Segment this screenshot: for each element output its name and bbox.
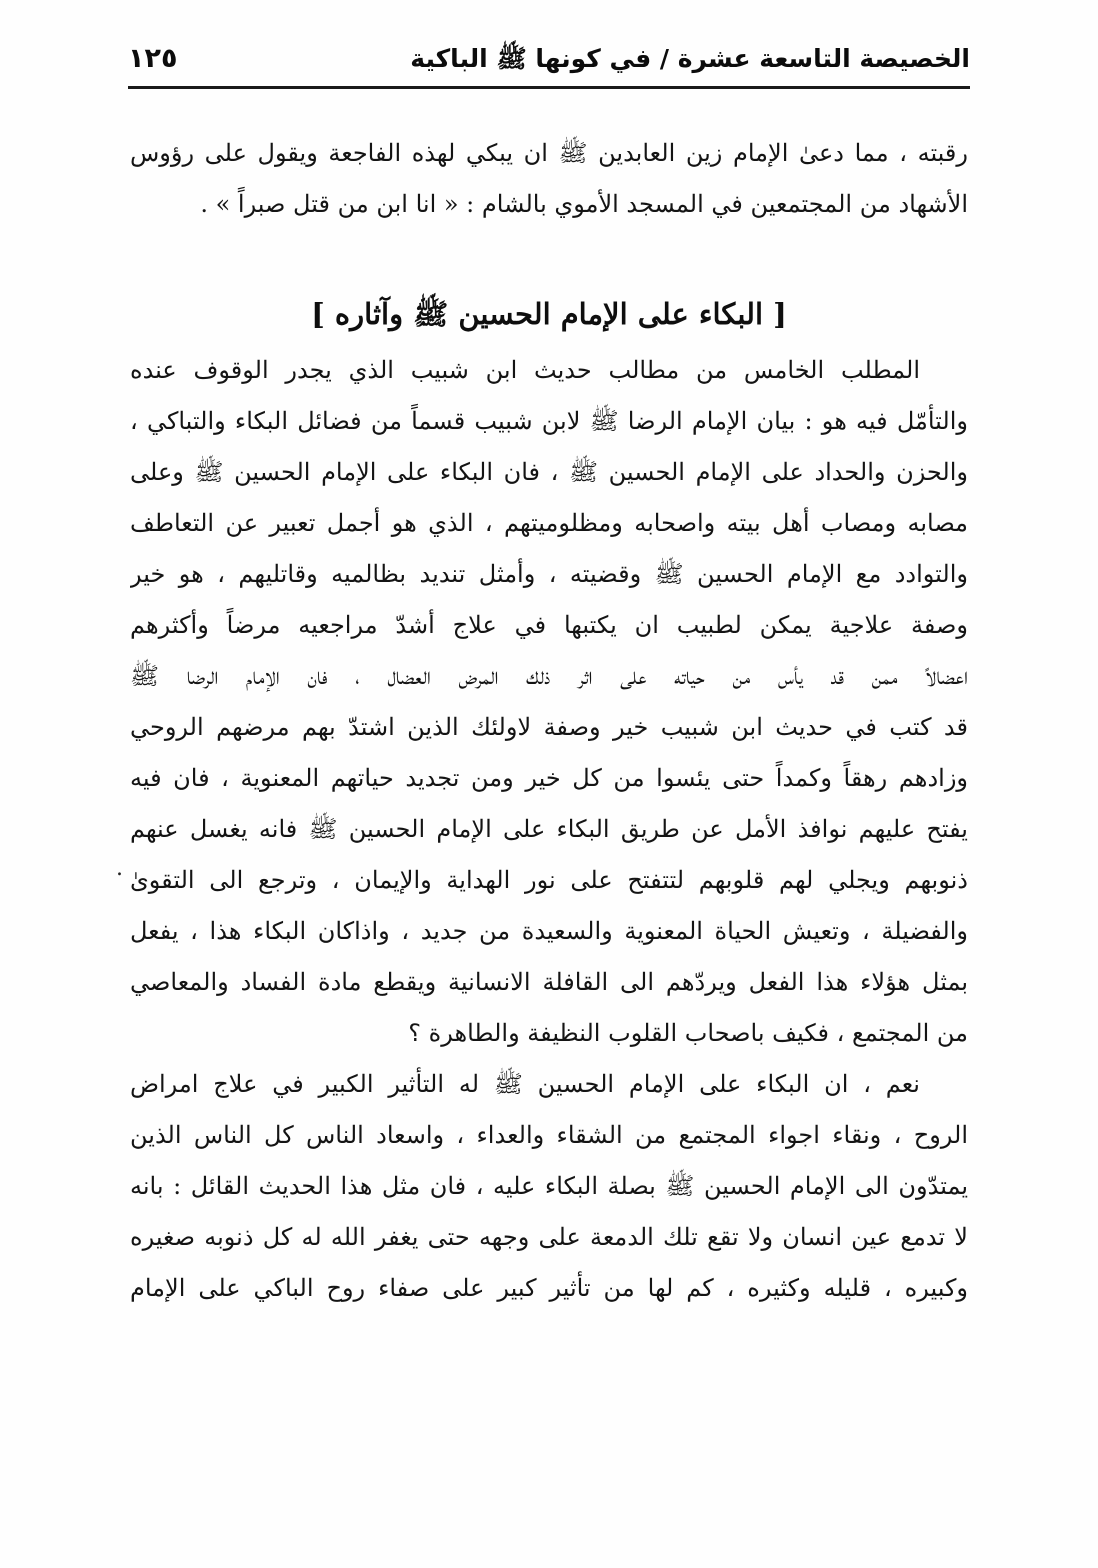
text-line: والحزن والحداد على الإمام الحسين ﷺ ، فان البكاء على الإمام الحسين ﷺ وعلى <box>130 458 968 486</box>
text-line: من المجتمع ، فكيف باصحاب القلوب النظيفة والطاهرة ؟ <box>408 1019 968 1047</box>
text-line: بمثل هؤلاء هذا الفعل ويردّهم الى القافلة الانسانية ويقطع مادة الفساد والمعاصي <box>130 968 968 996</box>
text-line: مصابه ومصاب أهل بيته واصحابه ومظلوميتهم ، الذي هو أجمل تعبير عن التعاطف <box>130 509 968 537</box>
text-line: يفتح عليهم نوافذ الأمل عن طريق البكاء على الإمام الحسين ﷺ فانه يغسل عنهم <box>130 815 968 843</box>
text-line: يمتدّون الى الإمام الحسين ﷺ بصلة البكاء عليه ، فان مثل هذا الحديث القائل : بانه <box>130 1172 968 1200</box>
stray-punctuation-mark: . <box>116 856 123 881</box>
text-line: رقبته ، مما دعىٰ الإمام زين العابدين ﷺ ان يبكي لهذه الفاجعة ويقول على رؤوس <box>130 139 968 167</box>
text-line: اعضالاً ممن قد يأس من حياته على اثر ذلك المرض العضال ، فان الإمام الرضا ﷺ <box>130 662 968 690</box>
page-number: ١٢٥ <box>128 43 178 74</box>
intro-paragraph <box>130 128 968 230</box>
text-line: نعم ، ان البكاء على الإمام الحسين ﷺ له التأثير الكبير في علاج امراض <box>130 1070 920 1098</box>
text-line: والتوادد مع الإمام الحسين ﷺ وقضيته ، وأمثل تنديد بظالميه وقاتليهم ، هو خير <box>130 560 968 588</box>
text-line: الروح ، ونقاء اجواء المجتمع من الشقاء والعداء ، واسعاد الناس كل الناس الذين <box>130 1121 968 1149</box>
paragraph <box>130 1059 968 1314</box>
text-line: الأشهاد من المجتمعين في المسجد الأموي بالشام : « انا ابن من قتل صبراً » . <box>200 190 968 218</box>
text-line: والفضيلة ، وتعيش الحياة المعنوية والسعيدة من جديد ، واذاكان البكاء هذا ، يفعل <box>130 917 968 945</box>
running-header <box>128 40 970 84</box>
text-line: لا تدمع عين انسان ولا تقع تلك الدمعة على وجهه حتى يغفر الله له كل ذنوبه صغيره <box>130 1223 968 1251</box>
text-line: وكبيره ، قليله وكثيره ، كم لها من تأثير كبير على صفاء روح الباكي على الإمام <box>130 1274 968 1302</box>
text-line: وصفة علاجية يمكن لطبيب ان يكتبها في علاج أشدّ مراجعيه مرضاً وأكثرهم <box>130 611 968 639</box>
section-body <box>130 345 968 1314</box>
header-divider <box>128 86 970 89</box>
text-line: ذنوبهم ويجلي لهم قلوبهم لتتفتح على نور الهداية والإيمان ، وترجع الى التقوىٰ <box>130 866 968 894</box>
text-line: المطلب الخامس من مطالب حديث ابن شبيب الذي يجدر الوقوف عنده <box>130 356 920 384</box>
chapter-running-title: الخصيصة التاسعة عشرة / في كونها ﷺ الباكية <box>410 44 970 73</box>
section-heading: [ البكاء على الإمام الحسين ﷺ وآثاره ] <box>311 297 787 331</box>
text-line: والتأمّل فيه هو : بيان الإمام الرضا ﷺ لابن شبيب قسماً من فضائل البكاء والتباكي ، <box>130 407 968 435</box>
text-line: وزادهم رهقاً وكمداً حتى يئسوا من كل خير ومن تجديد حياتهم المعنوية ، فان فيه <box>130 764 968 792</box>
text-line: قد كتب في حديث ابن شبيب خير وصفة لاولئك الذين اشتدّ بهم مرضهم الروحي <box>130 713 968 741</box>
paragraph <box>130 345 968 1059</box>
